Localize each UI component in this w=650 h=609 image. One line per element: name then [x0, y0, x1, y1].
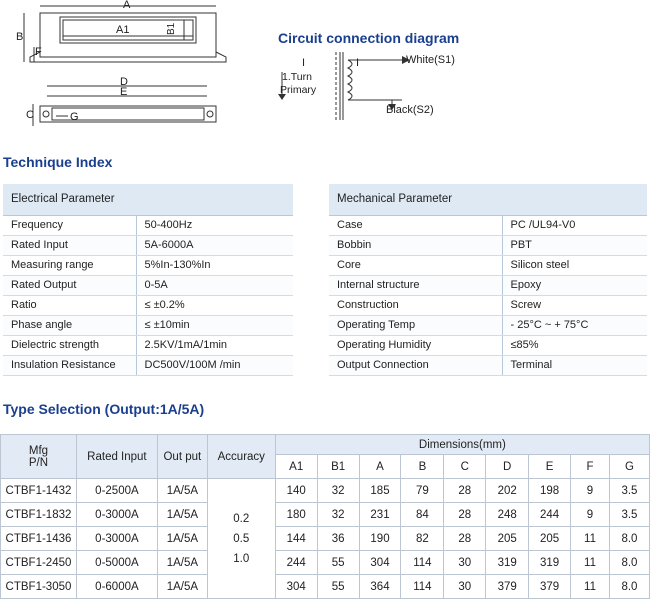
- col-dimensions: Dimensions(mm): [275, 435, 649, 455]
- mechanical-row: [329, 235, 647, 255]
- table-cell: 11: [571, 575, 610, 599]
- label-b: B: [16, 31, 24, 43]
- mechanical-row: [329, 335, 647, 355]
- table-cell: 36: [317, 527, 359, 551]
- electrical-header: Electrical Parameter: [3, 184, 293, 215]
- col-accuracy: Accuracy: [207, 435, 275, 479]
- param-label: Rated Output: [3, 275, 136, 295]
- dim-col-header: E: [529, 455, 571, 479]
- param-label: Operating Humidity: [329, 335, 502, 355]
- table-cell: 1A/5A: [157, 527, 207, 551]
- table-cell: 198: [529, 479, 571, 503]
- table-cell: 55: [317, 551, 359, 575]
- accuracy-value: 0.2: [233, 512, 250, 525]
- param-value: ≤85%: [502, 335, 647, 355]
- param-value: 2.5KV/1mA/1min: [136, 335, 293, 355]
- table-cell: CTBF1-1432: [1, 479, 77, 503]
- dim-col-header: C: [444, 455, 486, 479]
- accuracy-value: 0.5: [233, 532, 250, 545]
- table-cell: 304: [359, 551, 401, 575]
- electrical-row: [3, 335, 293, 355]
- circuit-i1: I: [302, 57, 306, 69]
- param-label: Bobbin: [329, 235, 502, 255]
- param-value: ≤ ±0.2%: [136, 295, 293, 315]
- mechanical-row: [329, 215, 647, 235]
- table-row: [1, 479, 650, 503]
- table-cell: 8.0: [609, 527, 649, 551]
- type-selection-title: Type Selection (Output:1A/5A): [3, 401, 205, 417]
- param-value: 0-5A: [136, 275, 293, 295]
- table-cell: 9: [571, 503, 610, 527]
- label-f: F: [35, 46, 42, 58]
- table-cell: CTBF1-1436: [1, 527, 77, 551]
- dim-col-header: G: [609, 455, 649, 479]
- table-cell: 0-2500A: [76, 479, 157, 503]
- param-value: 5%In-130%In: [136, 255, 293, 275]
- table-cell: 79: [401, 479, 444, 503]
- circuit-white-label: White(S1): [406, 54, 455, 66]
- param-label: Ratio: [3, 295, 136, 315]
- mechanical-row: [329, 295, 647, 315]
- table-cell: CTBF1-1832: [1, 503, 77, 527]
- mechanical-table: [329, 184, 647, 376]
- param-value: ≤ ±10min: [136, 315, 293, 335]
- param-value: Silicon steel: [502, 255, 647, 275]
- table-cell: 1A/5A: [157, 575, 207, 599]
- col-rated-input: Rated Input: [76, 435, 157, 479]
- table-cell: 0-3000A: [76, 527, 157, 551]
- table-cell: 244: [529, 503, 571, 527]
- table-row: [1, 575, 650, 599]
- table-cell: 1A/5A: [157, 551, 207, 575]
- table-cell: 205: [529, 527, 571, 551]
- table-cell: 28: [444, 527, 486, 551]
- label-a: A: [123, 0, 131, 11]
- circuit-title: Circuit connection diagram: [278, 30, 460, 46]
- param-label: Core: [329, 255, 502, 275]
- table-cell: 0-6000A: [76, 575, 157, 599]
- table-cell: 28: [444, 479, 486, 503]
- table-row: [1, 503, 650, 527]
- electrical-row: [3, 255, 293, 275]
- table-cell: 30: [444, 575, 486, 599]
- circuit-primary-1: 1.Turn: [282, 71, 312, 83]
- table-cell: 0-5000A: [76, 551, 157, 575]
- table-cell: CTBF1-3050: [1, 575, 77, 599]
- dim-col-header: A: [359, 455, 401, 479]
- param-label: Output Connection: [329, 355, 502, 375]
- table-cell: 364: [359, 575, 401, 599]
- table-cell: 32: [317, 479, 359, 503]
- accuracy-value: 1.0: [233, 552, 250, 565]
- table-cell: 244: [275, 551, 317, 575]
- electrical-row: [3, 215, 293, 235]
- table-cell: CTBF1-2450: [1, 551, 77, 575]
- table-cell: 379: [529, 575, 571, 599]
- table-cell: 11: [571, 527, 610, 551]
- table-cell: 30: [444, 551, 486, 575]
- table-cell: 202: [486, 479, 529, 503]
- param-label: Insulation Resistance: [3, 355, 136, 375]
- param-label: Case: [329, 215, 502, 235]
- param-label: Dielectric strength: [3, 335, 136, 355]
- table-cell: 32: [317, 503, 359, 527]
- table-cell: 319: [529, 551, 571, 575]
- label-g: G: [70, 111, 79, 123]
- table-cell: 140: [275, 479, 317, 503]
- table-cell: 1A/5A: [157, 503, 207, 527]
- param-label: Measuring range: [3, 255, 136, 275]
- table-cell: 319: [486, 551, 529, 575]
- table-cell: 114: [401, 575, 444, 599]
- param-label: Construction: [329, 295, 502, 315]
- table-cell: 3.5: [609, 503, 649, 527]
- param-value: Epoxy: [502, 275, 647, 295]
- param-value: PC /UL94-V0: [502, 215, 647, 235]
- label-d: D: [120, 76, 128, 88]
- mechanical-row: [329, 355, 647, 375]
- mechanical-row: [329, 255, 647, 275]
- table-cell: 11: [571, 551, 610, 575]
- table-row: [1, 551, 650, 575]
- table-cell: 231: [359, 503, 401, 527]
- dimension-drawing: [0, 0, 650, 150]
- dim-col-header: F: [571, 455, 610, 479]
- table-cell: 55: [317, 575, 359, 599]
- circuit-black-label: Black(S2): [386, 104, 434, 116]
- dim-col-header: D: [486, 455, 529, 479]
- param-label: Operating Temp: [329, 315, 502, 335]
- param-label: Rated Input: [3, 235, 136, 255]
- param-value: DC500V/100M /min: [136, 355, 293, 375]
- table-cell: 1A/5A: [157, 479, 207, 503]
- electrical-row: [3, 275, 293, 295]
- param-label: Frequency: [3, 215, 136, 235]
- param-label: Internal structure: [329, 275, 502, 295]
- dim-col-header: B1: [317, 455, 359, 479]
- table-cell: 144: [275, 527, 317, 551]
- table-cell: 8.0: [609, 575, 649, 599]
- param-value: PBT: [502, 235, 647, 255]
- table-cell: 248: [486, 503, 529, 527]
- electrical-row: [3, 295, 293, 315]
- param-value: - 25°C ~ + 75°C: [502, 315, 647, 335]
- electrical-row: [3, 315, 293, 335]
- table-cell: 180: [275, 503, 317, 527]
- type-selection-table: [0, 434, 650, 599]
- col-mfg: Mfg P/N: [1, 435, 77, 479]
- table-cell: 3.5: [609, 479, 649, 503]
- mechanical-row: [329, 315, 647, 335]
- electrical-row: [3, 355, 293, 375]
- electrical-table: [3, 184, 293, 376]
- table-cell: 114: [401, 551, 444, 575]
- table-cell: 8.0: [609, 551, 649, 575]
- table-cell: 205: [486, 527, 529, 551]
- table-cell: 0-3000A: [76, 503, 157, 527]
- param-value: Screw: [502, 295, 647, 315]
- circuit-primary-2: Primary: [280, 84, 317, 96]
- param-value: 5A-6000A: [136, 235, 293, 255]
- label-b1: B1: [166, 22, 177, 35]
- label-e: E: [120, 86, 128, 98]
- dim-col-header: A1: [275, 455, 317, 479]
- electrical-row: [3, 235, 293, 255]
- circuit-is: I: [356, 57, 360, 69]
- accuracy-cell: [207, 479, 275, 599]
- mechanical-row: [329, 275, 647, 295]
- col-output: Out put: [157, 435, 207, 479]
- label-a1: A1: [116, 24, 130, 36]
- table-cell: 185: [359, 479, 401, 503]
- table-cell: 190: [359, 527, 401, 551]
- table-cell: 379: [486, 575, 529, 599]
- mechanical-header: Mechanical Parameter: [329, 184, 647, 215]
- label-c: C: [26, 109, 34, 121]
- table-cell: 84: [401, 503, 444, 527]
- table-cell: 9: [571, 479, 610, 503]
- param-label: Phase angle: [3, 315, 136, 335]
- technique-title: Technique Index: [3, 154, 113, 170]
- dim-col-header: B: [401, 455, 444, 479]
- param-value: Terminal: [502, 355, 647, 375]
- table-cell: 304: [275, 575, 317, 599]
- table-cell: 82: [401, 527, 444, 551]
- param-value: 50-400Hz: [136, 215, 293, 235]
- table-row: [1, 527, 650, 551]
- table-cell: 28: [444, 503, 486, 527]
